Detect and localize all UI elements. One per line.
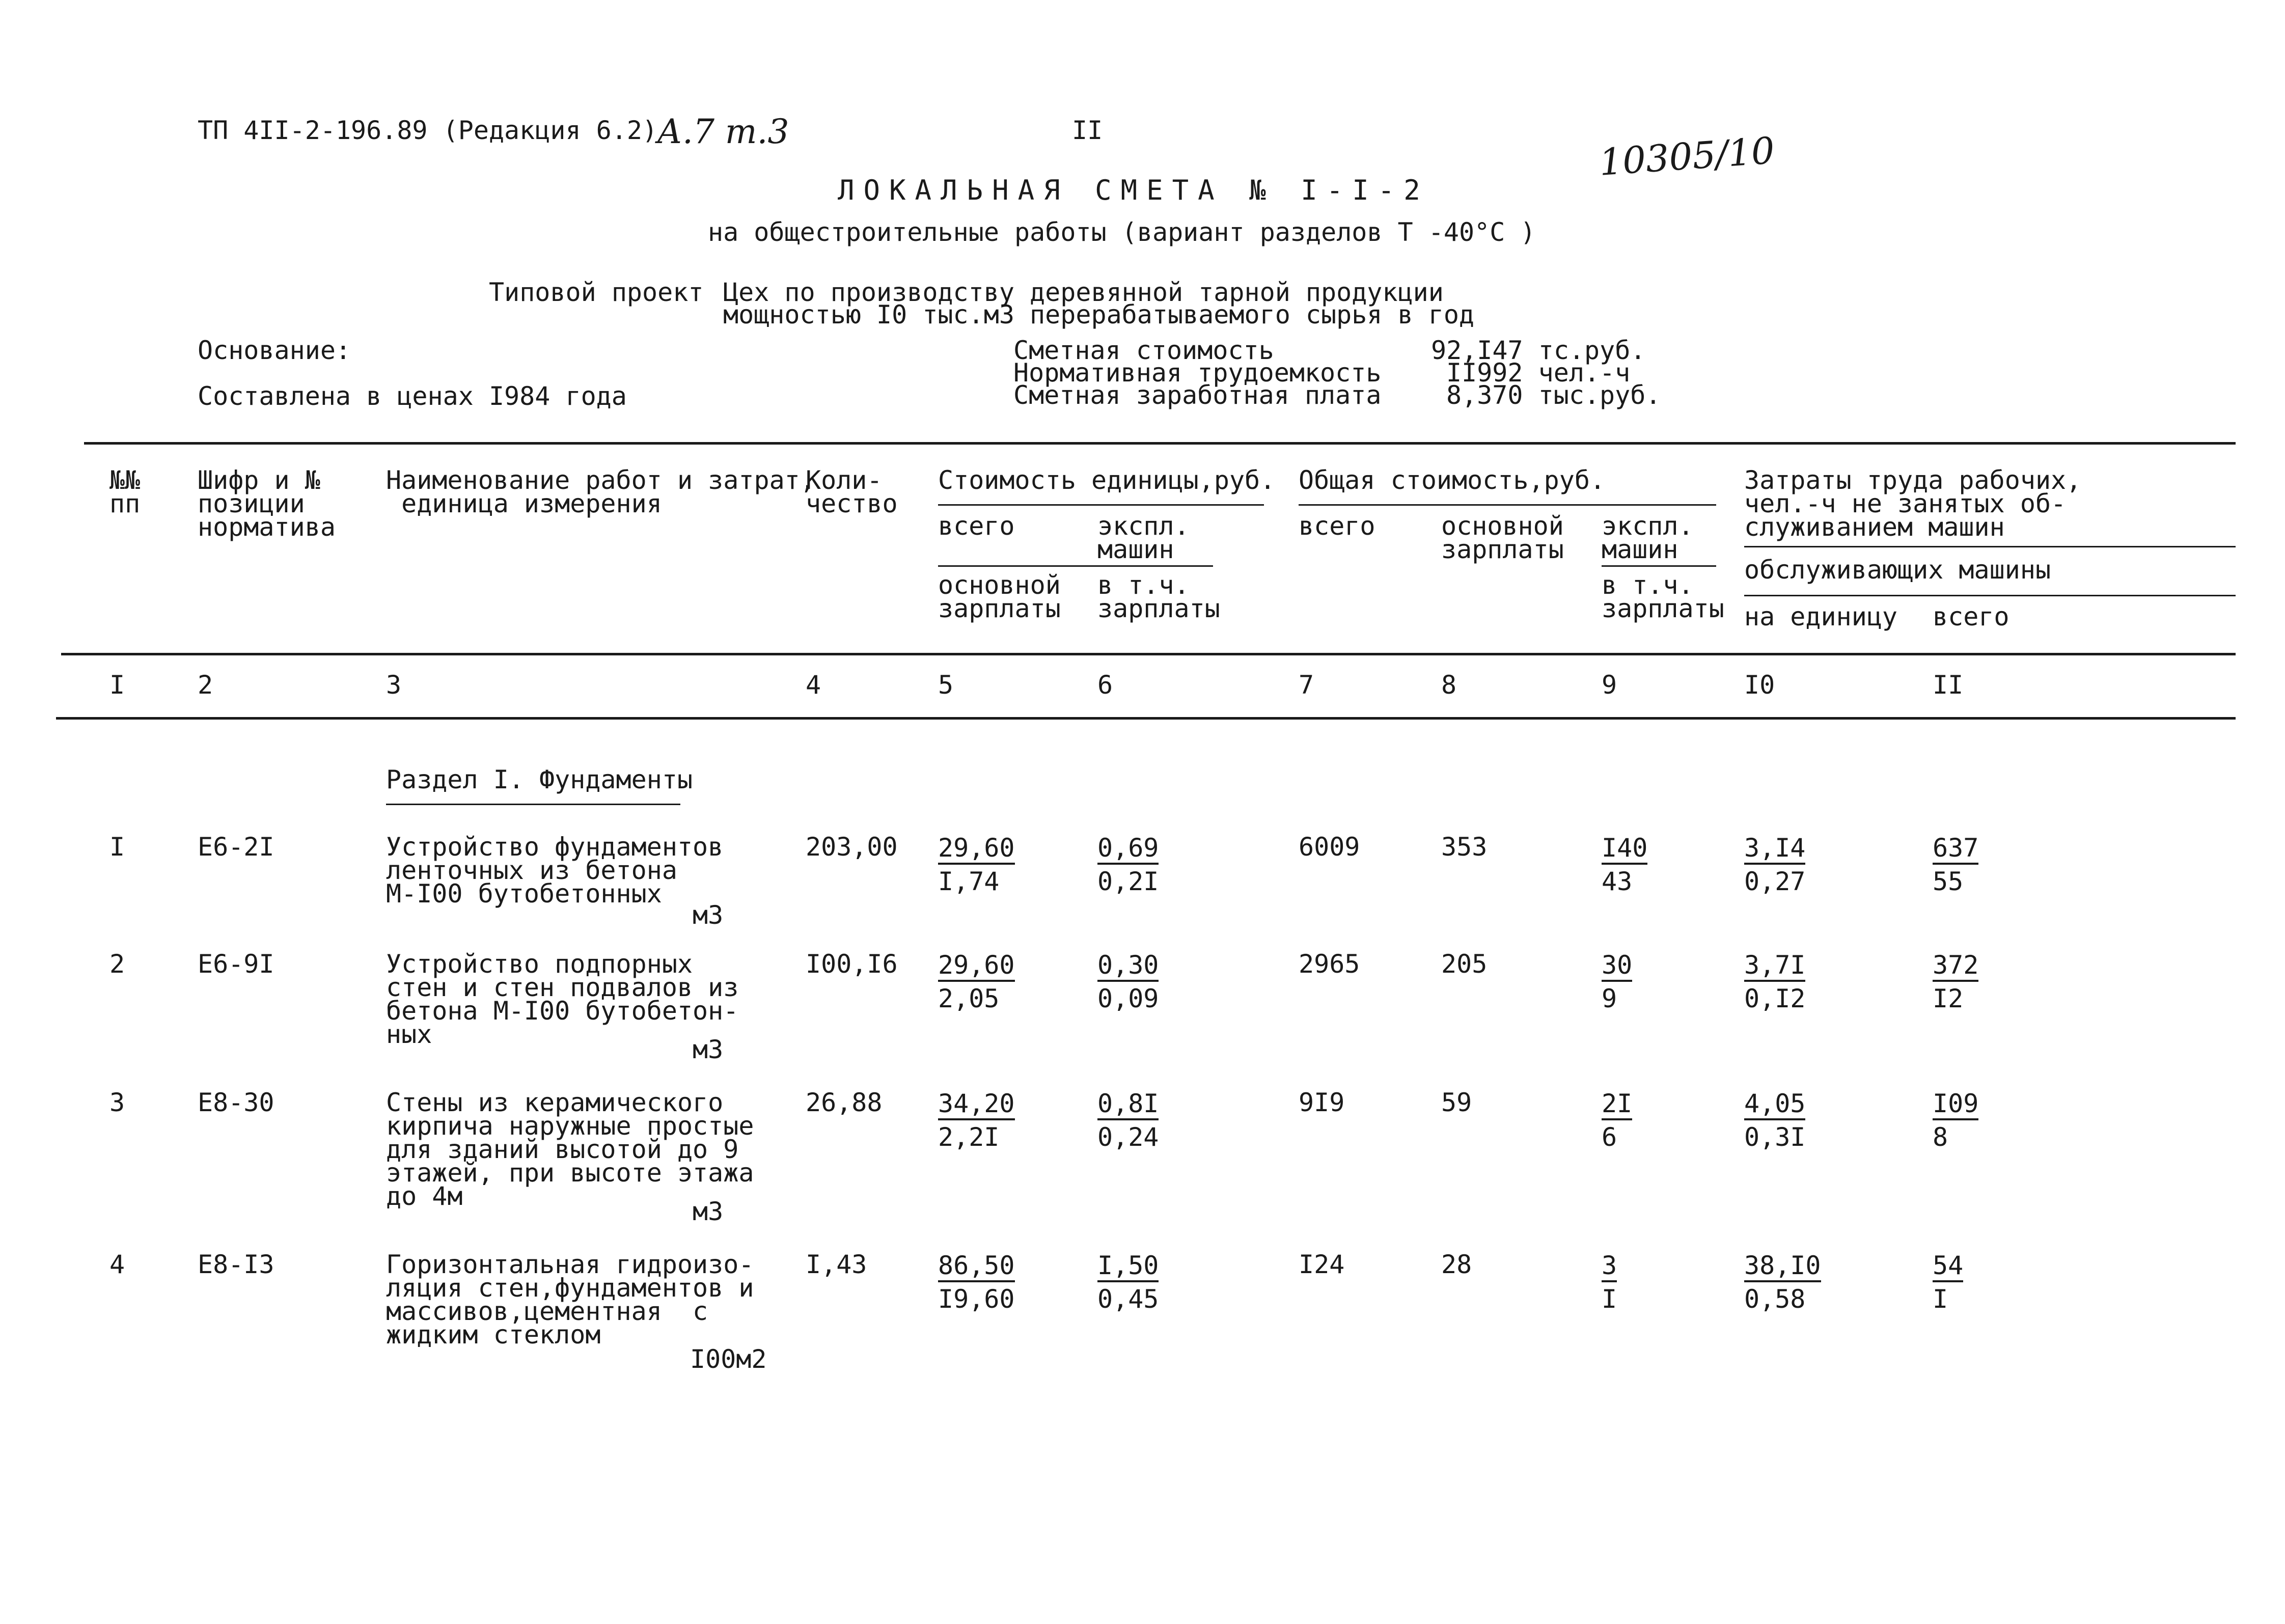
row-unit-cost <box>938 1091 1015 1150</box>
row-base-wage: 59 <box>1441 1088 1472 1117</box>
header-divider <box>1744 595 2236 596</box>
row-code: Е8-I3 <box>198 1250 274 1279</box>
row-unit: м3 <box>693 900 724 930</box>
row-labor-total <box>1933 1253 1963 1312</box>
labor-total-machines: 8 <box>1933 1122 1948 1152</box>
row-code: Е6-9I <box>198 949 274 979</box>
header-unit-base-wage: основной зарплаты <box>938 570 1061 623</box>
column-number: I0 <box>1744 670 1775 700</box>
row-code: Е6-2I <box>198 832 274 862</box>
column-number: 3 <box>386 670 402 700</box>
unit-total: 86,50 <box>938 1253 1015 1282</box>
section-title: Раздел I. Фундаменты <box>386 765 693 794</box>
row-qty: 203,00 <box>806 832 898 862</box>
row-unit-machines <box>1097 952 1159 1011</box>
row-labor-total <box>1933 1091 1978 1150</box>
labor-total: I09 <box>1933 1091 1978 1120</box>
project-line-2: мощностью I0 тыс.м3 перерабатываемого сырья в год <box>723 300 1475 329</box>
total-incl-wage: I <box>1602 1284 1617 1314</box>
handwritten-mark: А.7 т.3 <box>657 112 789 151</box>
total-machines: 2I <box>1602 1091 1632 1120</box>
column-number: 9 <box>1602 670 1617 700</box>
header-col-number: №№ пп <box>109 465 141 518</box>
row-unit-machines <box>1097 1253 1159 1312</box>
row-qty: I00,I6 <box>806 949 898 979</box>
unit-incl-wage: 0,24 <box>1097 1122 1159 1152</box>
header-col-name: Наименование работ и затрат, единица измерения <box>386 465 815 518</box>
column-number: 5 <box>938 670 954 700</box>
labor-total-machines: I <box>1933 1284 1948 1314</box>
labor-unit: 4,05 <box>1744 1091 1805 1120</box>
row-total: 2965 <box>1299 949 1360 979</box>
labor-unit: 3,7I <box>1744 952 1805 982</box>
header-divider <box>1299 504 1716 506</box>
summary-label: Нормативная трудоемкость <box>1013 358 1382 388</box>
row-total: 6009 <box>1299 832 1360 862</box>
row-name: Устройство фундаментов ленточных из бетона М-I00 бутобетонных <box>386 832 724 909</box>
row-qty: I,43 <box>806 1250 867 1279</box>
header-total-total: всего <box>1299 511 1375 541</box>
header-total-incl-wage: в т.ч. зарплаты <box>1602 570 1724 623</box>
handwritten-number: 10305/10 <box>1598 129 1776 184</box>
row-unit-machines <box>1097 1091 1159 1150</box>
header-divider <box>1744 546 2236 547</box>
row-machines <box>1602 952 1632 1011</box>
unit-machines: 0,30 <box>1097 952 1159 982</box>
row-labor-total <box>1933 835 1978 894</box>
page-subtitle: на общестроительные работы (вариант разделов Т -40°С ) <box>708 217 1536 247</box>
labor-total-machines: 55 <box>1933 867 1964 896</box>
labor-unit: 3,I4 <box>1744 835 1805 865</box>
header-labor-machines: обслуживающих машины <box>1744 555 2051 585</box>
header-total-base-wage: основной зарплаты <box>1441 511 1564 564</box>
labor-unit-machines: 0,I2 <box>1744 984 1806 1013</box>
unit-base-wage: 2,05 <box>938 984 1000 1013</box>
row-labor-unit <box>1744 952 1805 1011</box>
column-number: 6 <box>1097 670 1113 700</box>
row-name: Горизонтальная гидроизо- ляция стен,фундаментов и массивов,цементная с жидким стеклом <box>386 1250 754 1350</box>
unit-total: 29,60 <box>938 835 1015 865</box>
column-numbers-rule <box>56 717 2236 720</box>
total-incl-wage: 43 <box>1602 867 1633 896</box>
row-base-wage: 353 <box>1441 832 1488 862</box>
row-total: 9I9 <box>1299 1088 1345 1117</box>
row-unit-cost <box>938 952 1015 1011</box>
row-machines <box>1602 1091 1632 1150</box>
project-line-1: Цех по производству деревянной тарной продукции <box>723 278 1444 307</box>
labor-unit-machines: 0,27 <box>1744 867 1806 896</box>
unit-incl-wage: 0,45 <box>1097 1284 1159 1314</box>
unit-incl-wage: 0,2I <box>1097 867 1159 896</box>
column-number: 7 <box>1299 670 1314 700</box>
row-machines <box>1602 835 1647 894</box>
row-labor-unit <box>1744 1091 1805 1150</box>
unit-incl-wage: 0,09 <box>1097 984 1159 1013</box>
row-labor-total <box>1933 952 1978 1011</box>
header-divider <box>1602 565 1716 567</box>
header-total-machines: экспл. машин <box>1602 511 1694 564</box>
header-unit-machines: экспл. машин <box>1097 511 1190 564</box>
column-number: 2 <box>198 670 213 700</box>
total-incl-wage: 6 <box>1602 1122 1617 1152</box>
labor-unit-machines: 0,58 <box>1744 1284 1806 1314</box>
unit-total: 29,60 <box>938 952 1015 982</box>
row-unit: м3 <box>693 1035 724 1064</box>
row-machines <box>1602 1253 1617 1312</box>
labor-unit-machines: 0,3I <box>1744 1122 1806 1152</box>
column-number: 8 <box>1441 670 1457 700</box>
summary-value: II992 чел.-ч <box>1446 358 1631 388</box>
column-number: I <box>109 670 125 700</box>
labor-total: 372 <box>1933 952 1978 982</box>
page-number: II <box>1072 116 1103 145</box>
project-label: Типовой проект <box>489 278 704 307</box>
header-col-qty: Коли- чество <box>806 465 898 518</box>
prices-note: Составлена в ценах I984 года <box>198 381 627 411</box>
labor-total-machines: I2 <box>1933 984 1964 1013</box>
page-title: ЛОКАЛЬНАЯ СМЕТА № I-I-2 <box>838 174 1429 206</box>
row-number: 3 <box>109 1088 125 1117</box>
unit-machines: 0,8I <box>1097 1091 1159 1120</box>
header-bottom-rule <box>61 653 2236 655</box>
summary-label: Сметная заработная плата <box>1013 380 1382 410</box>
labor-total: 54 <box>1933 1253 1963 1282</box>
total-machines: 30 <box>1602 952 1632 982</box>
total-machines: 3 <box>1602 1253 1617 1282</box>
unit-machines: I,50 <box>1097 1253 1159 1282</box>
row-labor-unit <box>1744 1253 1821 1312</box>
row-labor-unit <box>1744 835 1805 894</box>
labor-unit: 38,I0 <box>1744 1253 1821 1282</box>
row-unit-cost <box>938 1253 1015 1312</box>
row-qty: 26,88 <box>806 1088 883 1117</box>
total-machines: I40 <box>1602 835 1647 865</box>
row-name: Устройство подпорных стен и стен подвалов из бетона М-I00 бутобетон- ных <box>386 949 739 1049</box>
labor-total: 637 <box>1933 835 1978 865</box>
header-labor-per-unit: на единицу <box>1744 602 1898 631</box>
row-code: Е8-30 <box>198 1088 274 1117</box>
unit-base-wage: I,74 <box>938 867 1000 896</box>
unit-total: 34,20 <box>938 1091 1015 1120</box>
row-number: I <box>109 832 125 862</box>
row-unit: м3 <box>693 1197 724 1226</box>
row-total: I24 <box>1299 1250 1345 1279</box>
unit-base-wage: 2,2I <box>938 1122 1000 1152</box>
header-labor: Затраты труда рабочих, чел.-ч не занятых об- служиванием машин <box>1744 465 2082 542</box>
row-unit-machines <box>1097 835 1159 894</box>
basis-label: Основание: <box>198 336 351 365</box>
row-name: Стены из керамического кирпича наружные простые для зданий высотой до 9 этажей, при высоте этажа до 4м <box>386 1088 754 1211</box>
row-number: 4 <box>109 1250 125 1279</box>
row-base-wage: 205 <box>1441 949 1488 979</box>
header-labor-total: всего <box>1933 602 2009 631</box>
unit-machines: 0,69 <box>1097 835 1159 865</box>
column-number: 4 <box>806 670 821 700</box>
summary-value: 8,370 тыс.руб. <box>1446 380 1661 410</box>
section-title-underline <box>386 804 680 805</box>
summary-value: 92,I47 тс.руб. <box>1431 336 1646 365</box>
project-code: ТП 4II-2-196.89 (Редакция 6.2) <box>198 116 658 145</box>
header-total-cost: Общая стоимость,руб. <box>1299 465 1606 495</box>
row-number: 2 <box>109 949 125 979</box>
row-base-wage: 28 <box>1441 1250 1472 1279</box>
header-unit-cost: Стоимость единицы,руб. <box>938 465 1276 495</box>
row-unit: I00м2 <box>690 1344 767 1374</box>
row-unit-cost <box>938 835 1015 894</box>
total-incl-wage: 9 <box>1602 984 1617 1013</box>
column-number: II <box>1933 670 1964 700</box>
header-col-code: Шифр и № позиции норматива <box>198 465 336 542</box>
unit-base-wage: I9,60 <box>938 1284 1015 1314</box>
header-divider <box>938 504 1264 506</box>
summary-label: Сметная стоимость <box>1013 336 1274 365</box>
header-unit-total: всего <box>938 511 1015 541</box>
header-unit-incl-wage: в т.ч. зарплаты <box>1097 570 1220 623</box>
header-divider <box>938 565 1213 567</box>
table-top-rule <box>84 442 2236 445</box>
